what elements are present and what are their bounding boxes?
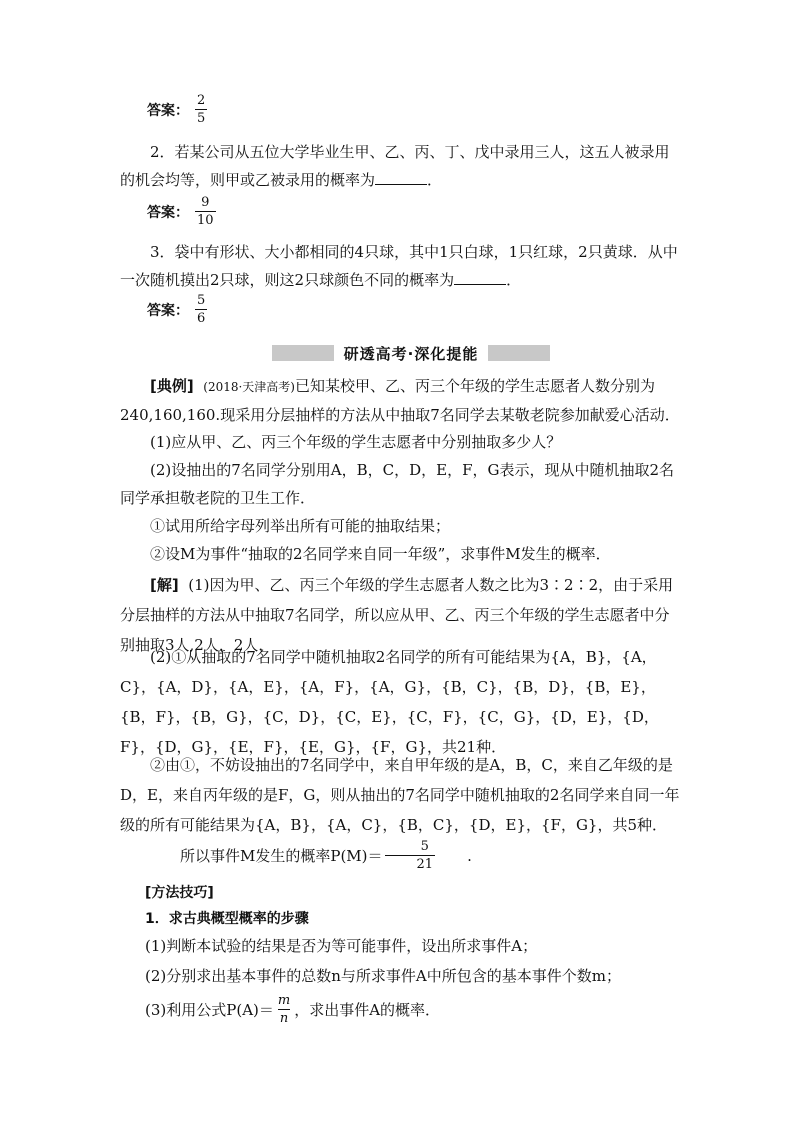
method-item-1: 1．求古典概型概率的步骤 [145,911,309,927]
example-part-1: (1)应从甲、乙、丙三个年级的学生志愿者中分别抽取多少人？ [150,433,562,451]
banner-bar-left [272,345,334,361]
example-tag: [典例] [150,377,194,395]
solution-part-1: [解] (1)因为甲、乙、丙三个年级的学生志愿者人数之比为3∶2∶2，由于采用分层抽样的方法从中抽取7名同学，所以应从甲、乙、丙三个年级的学生志愿者中分别抽取3人,2人，2人． [120,576,674,654]
solution-part-4: 所以事件M发生的概率P(M)＝ $\frac{5}{21}$ . [180,839,472,872]
example-part-2a: ①试用所给字母列举出所有可能的抽取结果； [150,517,451,535]
example-part-2: (2)设抽出的7名同学分别用A，B，C，D，E，F，G表示，现从中随机抽取2名同学承担敬老院的卫生工作． [120,461,675,507]
answer-3: 答案： $\frac{5}{6}$ [147,293,206,326]
method-step-3: (3)利用公式P(A)＝ $\frac{m}{n}$ ，求出事件A的概率． [145,993,441,1026]
answer-1-fraction: $\frac{2}{5}$ [197,93,206,126]
answer-label: 答案： [147,102,189,119]
question-3: 3．袋中有形状、大小都相同的4只球，其中1只白球，1只红球，2只黄球．从中一次随机摸出2只球，则这2只球颜色不同的概率为 ． [120,243,678,289]
solution-tag: [解] [150,576,179,594]
example-source: (2018·天津高考) [203,380,295,394]
method-heading: [方法技巧] [145,885,214,901]
answer-blank [454,270,506,285]
solution-part-2: (2)①从抽取的7名同学中随机抽取2名同学的所有可能结果为{A，B}，{A，C}，{A，D}，{A，E}，{A，F}，{A，G}，{B，C}，{B，D}，{B，E}，{B，F}，{B，G}，{C，D}，{C，E}，{C，F}，{C，G}，{D，E}，{D，F}，{D，G}，{E，F}，{E，G}，{F，G}，共21种． [120,648,659,756]
answer-2: 答案： $\frac{9}{10}$ [147,195,214,228]
example-problem: [典例] (2018·天津高考)已知某校甲、乙、丙三个年级的学生志愿者人数分别为240,160,160.现采用分层抽样的方法从中抽取7名同学去某敬老院参加献爱心活动． [120,377,680,424]
method-step-1: (1)判断本试验的结果是否为等可能事件，设出所求事件A； [145,937,538,955]
formula-fraction: $\frac{m}{n}$ [277,993,291,1026]
example-part-2b: ②设M为事件“抽取的2名同学来自同一年级”，求事件M发生的概率． [150,545,611,563]
banner-bar-right [488,345,550,361]
answer-blank [375,170,427,185]
question-2: 2．若某公司从五位大学毕业生甲、乙、丙、丁、戊中录用三人，这五人被录用的机会均等，则甲或乙被录用的概率为 ． [120,143,670,189]
answer-3-fraction: $\frac{5}{6}$ [197,293,206,326]
method-step-2: (2)分别求出基本事件的总数n与所求事件A中所包含的基本事件个数m； [145,967,621,985]
section-title: 研透高考·深化提能 [343,344,479,363]
answer-1 [147,94,209,125]
solution-part-3: ②由①，不妨设抽出的7名同学中，来自甲年级的是A，B，C，来自乙年级的是D，E，来自丙年级的是F，G，则从抽出的7名同学中随机抽取的2名同学来自同一年级的所有可能结果为{A，B}，{A，C}，{B，C}，{D，E}，{F，G}，共5种． [120,756,680,834]
section-banner [255,342,567,364]
answer-2-fraction: $\frac{9}{10}$ [197,195,214,228]
probability-fraction: $\frac{5}{21}$ [385,840,436,871]
